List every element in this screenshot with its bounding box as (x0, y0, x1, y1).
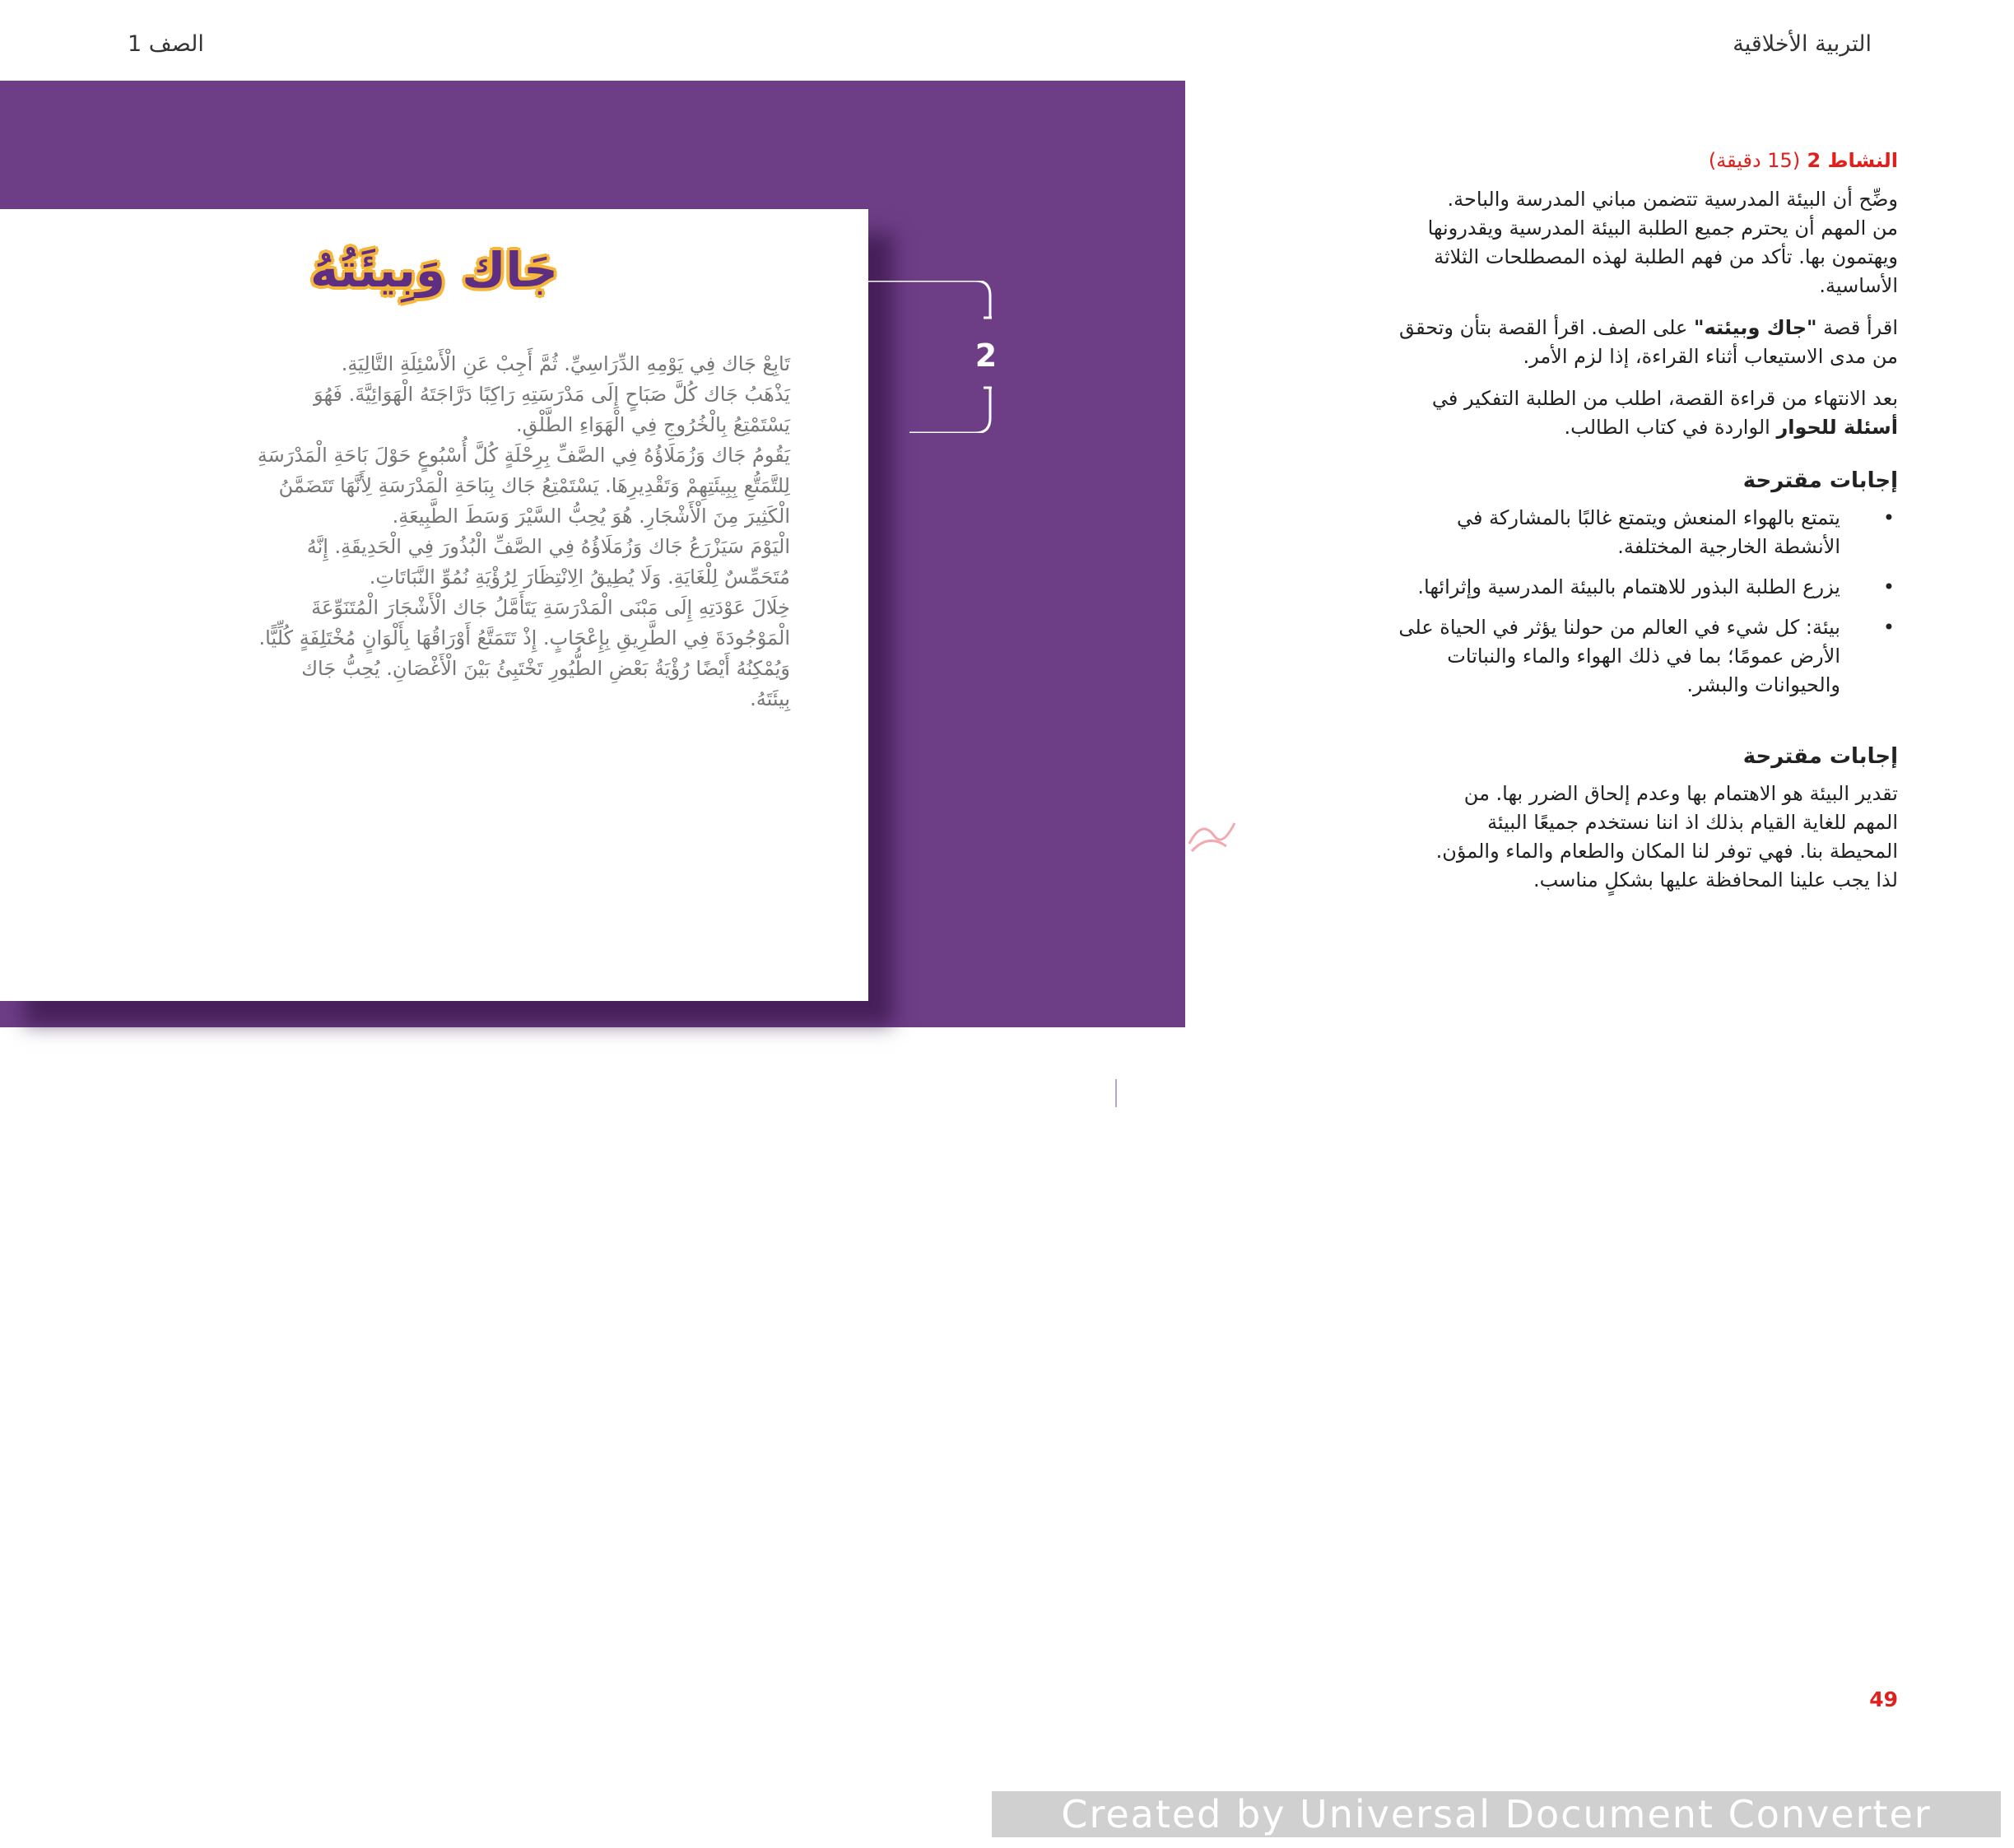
story-line: يَسْتَمْتِعُ بِالْخُرُوجِ فِي الْهَوَاءِ الطَّلْقِ. (516, 413, 790, 436)
story-text (91, 349, 790, 715)
answers-paragraph: تقدير البيئة هو الاهتمام بها وعدم إلحاق الضرر بها. من المهم للغاية القيام بذلك اذ اننا نستخدم جميعًا البيئة المحيطة بنا. فهي توفر لنا المكان والطعام والماء والمؤن. لذا يجب علينا المحافظة عليها بشكلٍ مناسب. (1435, 782, 1898, 891)
bullet-icon: • (1882, 575, 1895, 598)
page-number: 49 (1869, 1687, 1898, 1711)
page-divider (1115, 1079, 1117, 1107)
watermark: Created by Universal Document Converter (992, 1791, 2001, 1837)
story-line: تَابِعْ جَاك فِي يَوْمِهِ الدِّرَاسِيِّ. ثُمَّ أَجِبْ عَنِ الْأَسْئِلَةِ التَّالِيَةِ. (341, 352, 790, 375)
story-line: لِلتَّمَتُّعِ بِبِيئَتِهِمْ وَتَقْدِيرِهَا. يَسْتَمْتِعُ جَاك بِبَاحَةِ الْمَدْرَسَةِ لِأَنَّهَا تَتَضَمَّنُ (278, 474, 790, 497)
list-item: • يتمتع بالهواء المنعش ويتمتع غالبًا بالمشاركة في الأنشطة الخارجية المختلفة. (1264, 504, 1898, 561)
story-line: الْكَثِيرَ مِنَ الْأَشْجَارِ. هُوَ يُحِبُّ السَّيْرَ وَسَطَ الطَّبِيعَةِ. (392, 505, 790, 528)
pen-mark-icon (1185, 815, 1243, 856)
header-subject: التربية الأخلاقية (1733, 31, 1872, 57)
story-line: الْيَوْمَ سَيَزْرَعُ جَاك وَزُمَلَاؤُهُ فِي الصَّفِّ الْبُذُورَ فِي الْحَدِيقَةِ. إِنَّهُ (306, 535, 790, 558)
activity-title: النشاط 2 (15 دقيقة) (1708, 149, 1898, 172)
story-line: وَيُمْكِنُهُ أَيْضًا رُؤْيَةُ بَعْضِ الطُّيُورِ تَخْتَبِئُ بَيْنَ الْأَغْصَانِ. يُحِبُّ جَاك (301, 657, 790, 680)
story-line: بِيئَتَهُ. (750, 687, 790, 710)
student-book-panel (0, 81, 1185, 1091)
book-page-number: 49 (1137, 1074, 1157, 1091)
student-book-page (0, 209, 868, 1001)
activity-paragraph-2: اقرأ قصة "جاك وبيئته" على الصف. اقرأ القصة بتأن وتحقق من مدى الاستيعاب أثناء القراءة، إذا لزم الأمر. (1399, 316, 1898, 368)
bullet-icon: • (1882, 616, 1895, 639)
answers-list (1264, 504, 1898, 700)
bracket-number: 2 (974, 337, 998, 374)
activity-paragraph-3: بعد الانتهاء من قراءة القصة، اطلب من الطلبة التفكير في أسئلة للحوار الواردة في كتاب الطالب. (1431, 387, 1898, 439)
story-line: الْمَوْجُودَةَ فِي الطَّرِيقِ بِإِعْجَابٍ. إِذْ تَتَمَتَّعُ أَوْرَاقُهَا بِأَلْوَانٍ مُخْتَلِفَةٍ كُلِّيًّا. (258, 626, 790, 649)
header-grade: الصف 1 (128, 31, 204, 57)
story-title: جَاك وَبِيئَتُهُ (310, 242, 558, 298)
story-line: يَذْهَبُ جَاك كُلَّ صَبَاحٍ إِلَى مَدْرَسَتِهِ رَاكِبًا دَرَّاجَتَهُ الْهَوَائِيَّةَ. فَهُوَ (314, 383, 790, 406)
teacher-notes (1264, 147, 1898, 908)
answers-title-2: إجابات مقترحة (1742, 744, 1898, 769)
story-line: مُتَحَمِّسٌ لِلْغَايَةِ. وَلَا يُطِيقُ الِانْتِظَارَ لِرُؤْيَةِ نُمُوِّ النَّبَاتَاتِ. (369, 566, 790, 589)
answers-title: إجابات مقترحة (1742, 468, 1898, 493)
list-item: • بيئة: كل شيء في العالم من حولنا يؤثر في الحياة على الأرض عمومًا؛ بما في ذلك الهواء والماء والنباتات والحيوانات والبشر. (1264, 613, 1898, 700)
activity-paragraph-1: وضِّح أن البيئة المدرسية تتضمن مباني المدرسة والباحة. من المهم أن يحترم جميع الطلبة البيئة المدرسية ويقدرونها ويهتمون بها. تأكد من فهم الطلبة لهذه المصطلحات الثلاثة الأساسية. (1427, 188, 1898, 297)
story-line: خِلَالَ عَوْدَتِهِ إِلَى مَبْنَى الْمَدْرَسَةِ يَتَأَمَّلُ جَاك الْأَشْجَارَ الْمُتَنَوِّعَةَ (311, 596, 790, 619)
bullet-icon: • (1882, 506, 1895, 529)
list-item: • يزرع الطلبة البذور للاهتمام بالبيئة المدرسية وإثرائها. (1264, 573, 1898, 602)
story-line: يَقُومُ جَاك وَزُمَلَاؤُهُ فِي الصَّفِّ بِرِحْلَةٍ كُلَّ أُسْبُوعٍ حَوْلَ بَاحَةِ الْمَدْرَسَةِ (257, 444, 790, 467)
